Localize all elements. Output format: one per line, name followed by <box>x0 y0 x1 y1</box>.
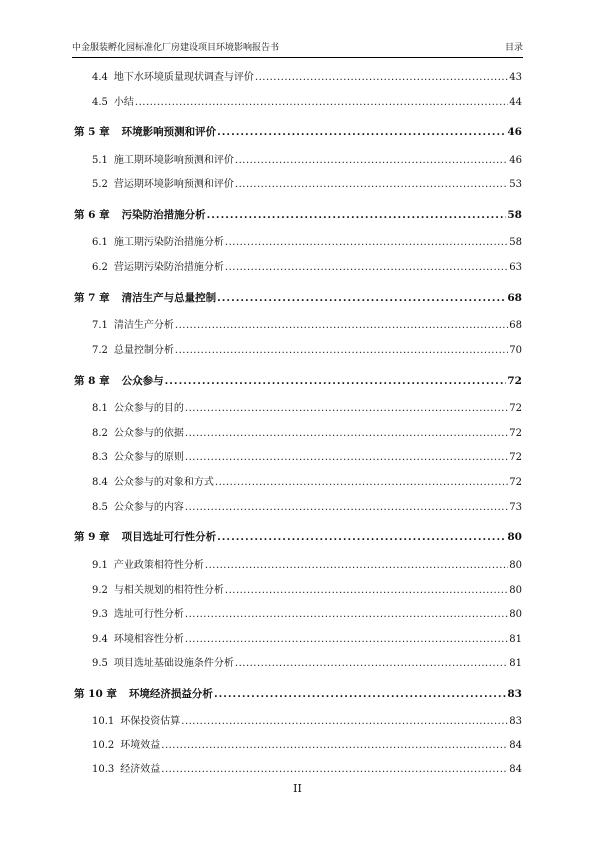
toc-entry-number: 8.4 <box>92 477 108 488</box>
toc-entry-number: 第 6 章 <box>74 209 110 221</box>
toc-entry-title: 地下水环境质量现状调查与评价 <box>113 72 254 83</box>
dot-leader <box>225 585 508 597</box>
toc-chapter-entry[interactable] <box>74 688 522 700</box>
page-number: II <box>293 782 302 795</box>
section-label: 目录 <box>504 43 523 53</box>
dot-leader <box>185 609 508 621</box>
toc-section-entry[interactable] <box>74 320 522 332</box>
dot-leader <box>181 716 508 728</box>
toc-entry-title: 经济效益 <box>120 764 161 775</box>
toc-entry-number: 7.2 <box>92 345 108 356</box>
toc-entry-page: 46 <box>509 155 522 166</box>
dot-leader <box>175 320 508 332</box>
toc-entry-number: 10.3 <box>92 764 115 775</box>
toc-entry-title: 选址可行性分析 <box>113 609 184 620</box>
toc-entry-title: 公众参与的目的 <box>113 403 184 414</box>
toc-entry-title: 小结 <box>113 97 134 108</box>
toc-entry-title: 营运期环境影响预测和评价 <box>113 179 234 190</box>
toc-section-entry[interactable] <box>74 560 522 572</box>
toc-entry-number: 第 10 章 <box>74 688 117 700</box>
toc-entry-page: 83 <box>509 716 522 727</box>
toc-entry-page: 80 <box>509 609 522 620</box>
toc-entry-title: 营运期污染防治措施分析 <box>113 262 224 273</box>
toc-entry-number: 第 8 章 <box>74 375 110 387</box>
toc-entry-page: 72 <box>507 375 522 387</box>
toc-entry-page: 72 <box>509 403 522 414</box>
toc-entry-page: 72 <box>509 452 522 463</box>
toc-section-entry[interactable] <box>74 740 522 752</box>
toc-chapter-entry[interactable] <box>74 292 522 304</box>
toc-entry-page: 84 <box>509 764 522 775</box>
toc-entry-number: 9.5 <box>92 658 108 669</box>
toc-entry-number: 8.3 <box>92 452 108 463</box>
dot-leader <box>255 72 508 84</box>
toc-entry-number: 7.1 <box>92 320 108 331</box>
dot-leader <box>225 262 508 274</box>
toc-entry-title: 总量控制分析 <box>113 345 174 356</box>
dot-leader <box>175 345 508 357</box>
toc-section-entry[interactable] <box>74 585 522 597</box>
toc-chapter-entry[interactable] <box>74 375 522 387</box>
dot-leader <box>185 403 508 415</box>
toc-entry-number: 第 7 章 <box>74 292 110 304</box>
toc-entry-title: 施工期环境影响预测和评价 <box>113 155 234 166</box>
toc-entry-page: 72 <box>509 428 522 439</box>
dot-leader <box>185 428 508 440</box>
toc-section-entry[interactable] <box>74 764 522 776</box>
dot-leader <box>161 740 508 752</box>
toc-section-entry[interactable] <box>74 97 522 109</box>
dot-leader <box>235 658 508 670</box>
toc-entry-number: 4.4 <box>92 72 108 83</box>
toc-entry-number: 第 9 章 <box>74 531 110 543</box>
page-header <box>72 40 523 58</box>
dot-leader <box>225 237 508 249</box>
toc-entry-page: 80 <box>507 531 522 543</box>
toc-entry-number: 8.5 <box>92 502 108 513</box>
dot-leader <box>217 292 506 304</box>
toc-entry-number: 9.1 <box>92 560 108 571</box>
toc-entry-number: 10.2 <box>92 740 115 751</box>
toc-entry-title: 清洁生产与总量控制 <box>121 292 217 304</box>
toc-entry-title: 环境影响预测和评价 <box>121 126 217 138</box>
toc-section-entry[interactable] <box>74 634 522 646</box>
dot-leader <box>235 155 508 167</box>
toc-section-entry[interactable] <box>74 609 522 621</box>
toc-entry-page: 72 <box>509 477 522 488</box>
toc-entry-number: 8.2 <box>92 428 108 439</box>
dot-leader <box>214 688 506 700</box>
toc-entry-page: 68 <box>507 292 522 304</box>
toc-entry-page: 84 <box>509 740 522 751</box>
toc-entry-page: 63 <box>509 262 522 273</box>
dot-leader <box>135 97 508 109</box>
toc-chapter-entry[interactable] <box>74 209 522 221</box>
toc-entry-number: 6.2 <box>92 262 108 273</box>
dot-leader <box>215 477 508 489</box>
toc-entry-title: 施工期污染防治措施分析 <box>113 237 224 248</box>
toc-entry-title: 公众参与的原则 <box>113 452 184 463</box>
toc-section-entry[interactable] <box>74 477 522 489</box>
toc-section-entry[interactable] <box>74 428 522 440</box>
toc-entry-page: 83 <box>507 688 522 700</box>
toc-entry-number: 第 5 章 <box>74 126 110 138</box>
toc-entry-title: 清洁生产分析 <box>113 320 174 331</box>
toc-section-entry[interactable] <box>74 179 522 191</box>
toc-entry-page: 80 <box>509 585 522 596</box>
dot-leader <box>217 126 506 138</box>
toc-section-entry[interactable] <box>74 502 522 514</box>
toc-chapter-entry[interactable] <box>74 531 522 543</box>
toc-section-entry[interactable] <box>74 452 522 464</box>
dot-leader <box>185 452 508 464</box>
toc-entry-page: 44 <box>509 97 522 108</box>
dot-leader <box>165 375 507 387</box>
toc-entry-title: 产业政策相符性分析 <box>113 560 204 571</box>
dot-leader <box>217 531 506 543</box>
toc-section-entry[interactable] <box>74 262 522 274</box>
toc-entry-title: 与相关规划的相符性分析 <box>113 585 224 596</box>
toc-entry-title: 环境效益 <box>120 740 161 751</box>
toc-entry-title: 项目选址基础设施条件分析 <box>113 658 234 669</box>
toc-entry-number: 9.2 <box>92 585 108 596</box>
toc-section-entry[interactable] <box>74 345 522 357</box>
dot-leader <box>235 179 508 191</box>
toc-entry-page: 81 <box>509 634 522 645</box>
toc-chapter-entry[interactable] <box>74 126 522 138</box>
toc-entry-number: 5.2 <box>92 179 108 190</box>
toc-entry-number: 10.1 <box>92 716 115 727</box>
toc-entry-page: 70 <box>509 345 522 356</box>
toc-entry-title: 环保投资估算 <box>120 716 181 727</box>
toc-section-entry[interactable] <box>74 658 522 670</box>
toc-section-entry[interactable] <box>74 403 522 415</box>
toc-entry-title: 公众参与 <box>121 375 164 387</box>
document-title: 中金服装孵化园标准化厂房建设项目环境影响报告书 <box>72 43 280 53</box>
toc-entry-page: 73 <box>509 502 522 513</box>
toc-entry-page: 81 <box>509 658 522 669</box>
toc-section-entry[interactable] <box>74 237 522 249</box>
toc-entry-title: 环境相容性分析 <box>113 634 184 645</box>
toc-entry-number: 9.3 <box>92 609 108 620</box>
dot-leader <box>185 502 508 514</box>
toc-entry-page: 43 <box>509 72 522 83</box>
toc-entry-page: 68 <box>509 320 522 331</box>
toc-entry-title: 环境经济损益分析 <box>128 688 213 700</box>
dot-leader <box>185 634 508 646</box>
toc-entry-number: 9.4 <box>92 634 108 645</box>
toc-entry-number: 5.1 <box>92 155 108 166</box>
toc-section-entry[interactable] <box>74 716 522 728</box>
toc-entry-title: 项目选址可行性分析 <box>121 531 217 543</box>
dot-leader <box>161 764 508 776</box>
dot-leader <box>205 560 508 572</box>
toc-entry-page: 58 <box>509 237 522 248</box>
toc-section-entry[interactable] <box>74 155 522 167</box>
toc-entry-number: 6.1 <box>92 237 108 248</box>
toc-entry-title: 公众参与的依据 <box>113 428 184 439</box>
toc-entry-page: 58 <box>507 209 522 221</box>
toc-entry-title: 污染防治措施分析 <box>121 209 206 221</box>
toc-entry-title: 公众参与的对象和方式 <box>113 477 214 488</box>
toc-entry-number: 4.5 <box>92 97 108 108</box>
toc-entry-title: 公众参与的内容 <box>113 502 184 513</box>
toc-entry-page: 46 <box>507 126 522 138</box>
dot-leader <box>207 209 507 221</box>
toc-entry-page: 80 <box>509 560 522 571</box>
toc-entry-number: 8.1 <box>92 403 108 414</box>
toc-entry-page: 53 <box>509 179 522 190</box>
toc-section-entry[interactable] <box>74 72 522 84</box>
